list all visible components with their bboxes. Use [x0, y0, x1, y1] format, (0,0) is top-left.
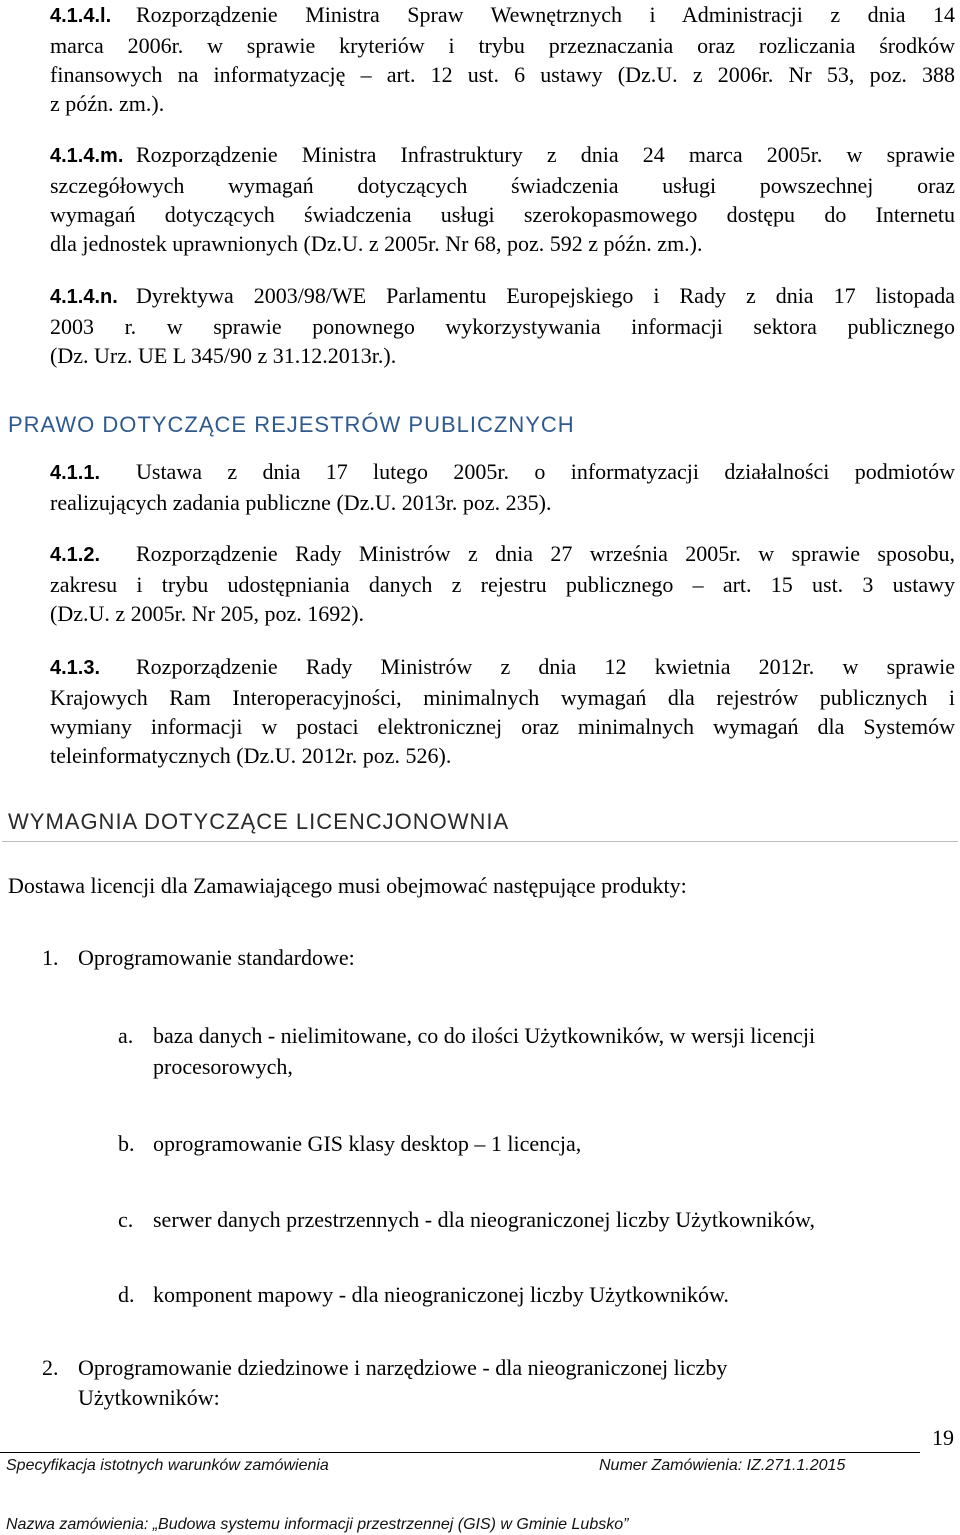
sublist-item-text: procesorowych,: [153, 1054, 293, 1079]
sublist-item-text: baza danych - nielimitowane, co do ilości Użytkowników, w wersji licencji: [153, 1023, 816, 1048]
item-text-line: (Dz. Urz. UE L 345/90 z 31.12.2013r.).: [50, 343, 397, 368]
licensing-intro: Dostawa licencji dla Zamawiającego musi obejmować następujące produkty:: [8, 873, 687, 898]
item-text-line: Dyrektywa 2003/98/WE Parlamentu Europejskiego i Rady z dnia 17 listopada: [136, 283, 955, 308]
item-number: 4.1.2.: [50, 544, 101, 566]
sublist-item: [118, 1204, 815, 1235]
item-text-line: finansowych na informatyzację – art. 12 ust. 6 ustawy (Dz.U. z 2006r. Nr 53, poz. 388: [50, 62, 955, 87]
section-heading-registers: PRAWO DOTYCZĄCE REJESTRÓW PUBLICZNYCH: [8, 412, 575, 437]
item-text-line: Ustawa z dnia 17 lutego 2005r. o informatyzacji działalności podmiotów: [136, 459, 955, 484]
sublist-marker: c.: [118, 1207, 134, 1232]
footer-spec-title: Specyfikacja istotnych warunków zamówienia: [6, 1457, 329, 1474]
list-item: [42, 943, 355, 973]
list-item-text: Oprogramowanie dziedzinowe i narzędziowe - dla nieograniczonej liczby: [78, 1355, 728, 1380]
item-text-line: teleinformatycznych (Dz.U. 2012r. poz. 526).: [50, 743, 452, 768]
item-text-line: 2003 r. w sprawie ponownego wykorzystywania informacji sektora publicznego: [50, 314, 955, 339]
item-text-line: wymagań dotyczących świadczenia usługi szerokopasmowego dostępu do Internetu: [50, 202, 955, 227]
item-text-line: dla jednostek uprawnionych (Dz.U. z 2005r. Nr 68, poz. 592 z późn. zm.).: [50, 231, 703, 256]
sublist-item: [118, 1020, 815, 1082]
regulation-item: [50, 457, 955, 517]
item-text-line: szczegółowych wymagań dotyczących świadczenia usługi powszechnej oraz: [50, 173, 955, 198]
sublist-marker: a.: [118, 1023, 134, 1048]
list-item: [42, 1353, 727, 1413]
item-number: 4.1.4.m.: [50, 145, 124, 167]
regulation-item: [50, 652, 955, 770]
section-heading-licensing: WYMAGNIA DOTYCZĄCE LICENCJONOWNIA: [2, 800, 958, 842]
regulation-item: [50, 0, 955, 118]
regulation-item: [50, 281, 955, 370]
item-text-line: Rozporządzenie Ministra Spraw Wewnętrznych i Administracji z dnia 14: [136, 2, 955, 27]
sublist-item: [118, 1128, 581, 1159]
item-number: 4.1.4.l.: [50, 5, 112, 27]
item-number: 4.1.1.: [50, 462, 101, 484]
sublist-marker: b.: [118, 1131, 135, 1156]
footer-order-name: Nazwa zamówienia: „Budowa systemu informacji przestrzennej (GIS) w Gminie Lubsko”: [6, 1516, 629, 1533]
list-marker: 2.: [42, 1355, 59, 1380]
item-text-line: wymiany informacji w postaci elektronicznej oraz minimalnych wymagań dla Systemów: [50, 714, 955, 739]
item-text-line: zakresu i trybu udostępniania danych z rejestru publicznego – art. 15 ust. 3 ustawy: [50, 572, 955, 597]
item-number: 4.1.4.n.: [50, 286, 118, 308]
item-text-line: Rozporządzenie Rady Ministrów z dnia 12 kwietnia 2012r. w sprawie: [136, 654, 955, 679]
item-text-line: (Dz.U. z 2005r. Nr 205, poz. 1692).: [50, 601, 365, 626]
item-text-line: Krajowych Ram Interoperacyjności, minimalnych wymagań dla rejestrów publicznych i: [50, 685, 955, 710]
page-number: 19: [932, 1425, 954, 1450]
list-marker: 1.: [42, 945, 59, 970]
item-number: 4.1.3.: [50, 657, 101, 679]
regulation-item: [50, 140, 955, 258]
item-text-line: realizujących zadania publiczne (Dz.U. 2013r. poz. 235).: [50, 490, 552, 515]
list-item-text: Oprogramowanie standardowe:: [78, 945, 355, 970]
item-text-line: z późn. zm.).: [50, 91, 165, 116]
footer-divider: [0, 1452, 920, 1453]
item-text-line: Rozporządzenie Rady Ministrów z dnia 27 września 2005r. w sprawie sposobu,: [136, 541, 955, 566]
footer-order-number: Numer Zamówienia: IZ.271.1.2015: [599, 1457, 846, 1474]
item-text-line: Rozporządzenie Ministra Infrastruktury z dnia 24 marca 2005r. w sprawie: [136, 142, 955, 167]
sublist-item-text: oprogramowanie GIS klasy desktop – 1 licencja,: [153, 1131, 582, 1156]
sublist-marker: d.: [118, 1282, 135, 1307]
sublist-item: [118, 1279, 729, 1310]
list-item-text: Użytkowników:: [78, 1385, 220, 1410]
item-text-line: marca 2006r. w sprawie kryteriów i trybu przeznaczania oraz rozliczania środków: [50, 33, 955, 58]
regulation-item: [50, 539, 955, 628]
sublist-item-text: serwer danych przestrzennych - dla nieograniczonej liczby Użytkowników,: [153, 1207, 815, 1232]
sublist-item-text: komponent mapowy - dla nieograniczonej liczby Użytkowników.: [153, 1282, 729, 1307]
